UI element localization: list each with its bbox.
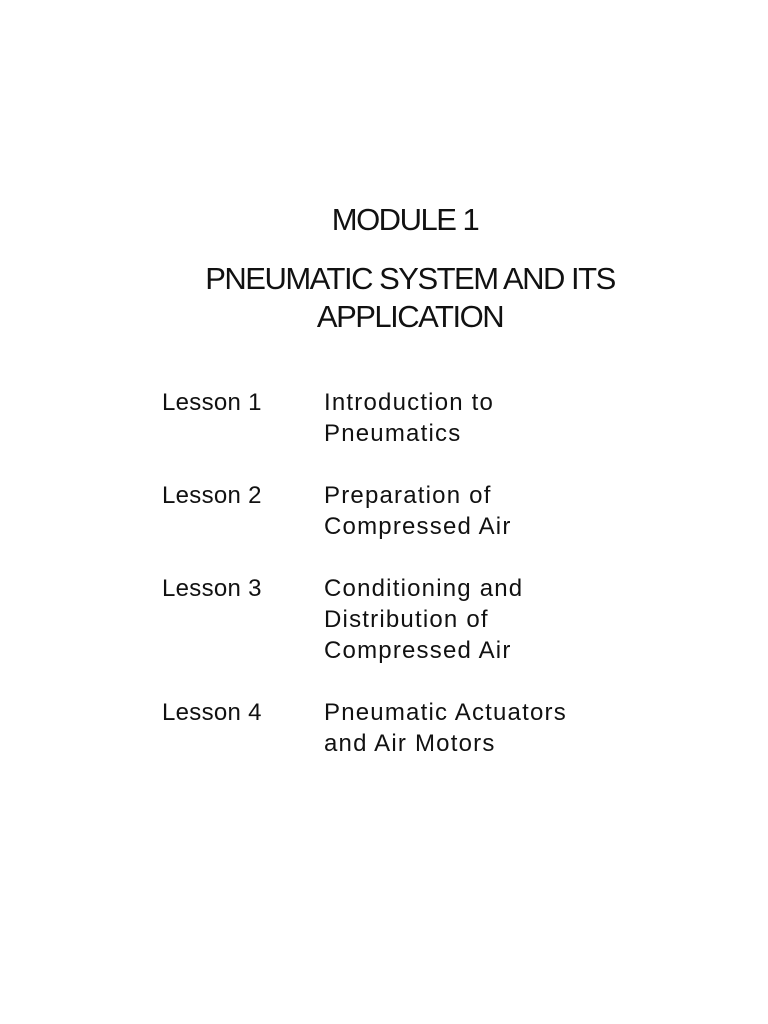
module-subtitle-line: PNEUMATIC SYSTEM AND ITS bbox=[205, 261, 615, 296]
lesson-title bbox=[324, 480, 512, 542]
lesson-title-line: Introduction to bbox=[324, 389, 495, 416]
lesson-list bbox=[162, 387, 722, 790]
lesson-number: Lesson 3 bbox=[162, 575, 262, 602]
lesson-title-line: and Air Motors bbox=[324, 730, 496, 757]
lesson-item-3 bbox=[162, 573, 722, 666]
lesson-title-line: Pneumatics bbox=[324, 420, 462, 447]
module-title: MODULE 1 bbox=[331, 202, 479, 237]
lesson-item-4 bbox=[162, 697, 722, 759]
lesson-title bbox=[324, 387, 494, 449]
lesson-item-2 bbox=[162, 480, 722, 542]
lesson-title bbox=[324, 573, 523, 666]
lesson-item-1 bbox=[162, 387, 722, 449]
module-subtitle bbox=[0, 260, 768, 336]
lesson-number: Lesson 1 bbox=[162, 389, 262, 416]
lesson-title-line: Pneumatic Actuators bbox=[324, 699, 567, 726]
lesson-title bbox=[324, 697, 567, 759]
lesson-title-line: Compressed Air bbox=[324, 513, 512, 540]
lesson-title-line: Preparation of bbox=[324, 482, 492, 509]
lesson-title-line: Distribution of bbox=[324, 606, 489, 633]
lesson-number: Lesson 4 bbox=[162, 699, 262, 726]
module-subtitle-line: APPLICATION bbox=[316, 299, 504, 334]
lesson-title-line: Compressed Air bbox=[324, 637, 512, 664]
lesson-title-line: Conditioning and bbox=[324, 575, 524, 602]
lesson-number: Lesson 2 bbox=[162, 482, 262, 509]
